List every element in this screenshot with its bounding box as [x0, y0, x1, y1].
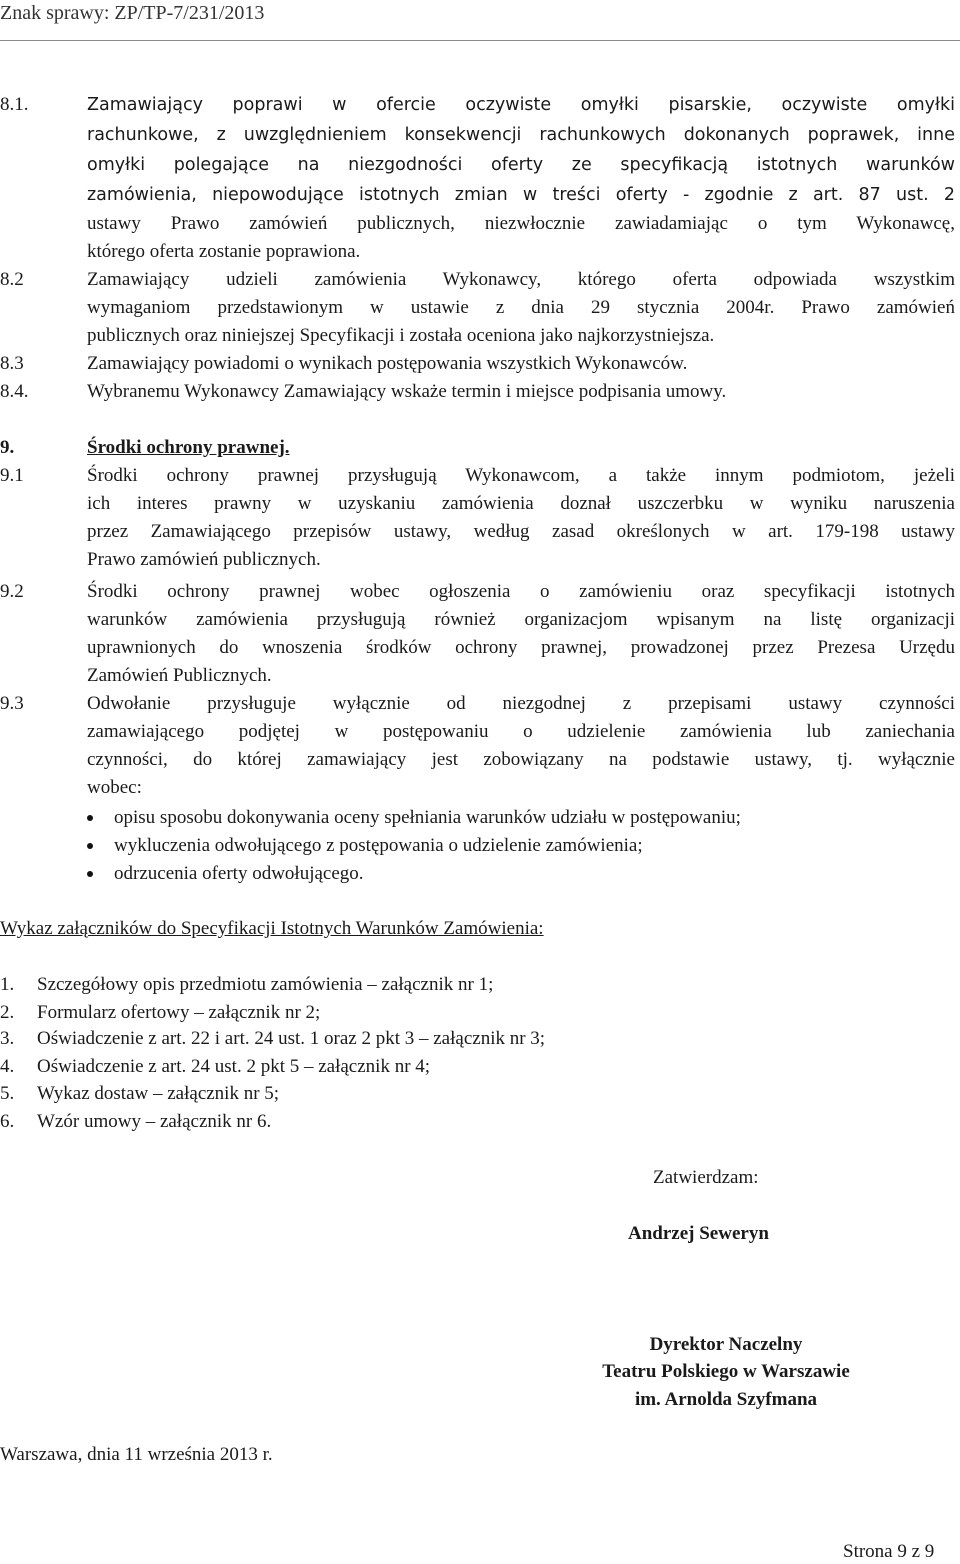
attachment-item: Oświadczenie z art. 24 ust. 2 pkt 5 – załącznik nr 4;	[37, 1056, 431, 1077]
para-9-1-line: Prawo zamówień publicznych.	[87, 549, 321, 570]
approver-title-line: im. Arnolda Szyfmana	[634, 1389, 818, 1410]
attachment-number: 2.	[0, 1002, 15, 1023]
para-8-3-text: Zamawiający powiadomi o wynikach postępowania wszystkich Wykonawców.	[87, 353, 688, 374]
attachment-item: Wzór umowy – załącznik nr 6.	[37, 1111, 272, 1132]
bullet-icon	[87, 815, 93, 821]
para-8-1-line: zamówienia, niepowodujące istotnych zmian w treści oferty - zgodnie z art. 87 ust. 2	[87, 185, 955, 205]
approver-name: Andrzej Seweryn	[628, 1223, 769, 1244]
para-8-2-line: wymaganiom przedstawionym w ustawie z dnia 29 stycznia 2004r. Prawo zamówień	[87, 297, 955, 318]
para-9-2-number: 9.2	[0, 581, 24, 602]
para-9-2-line: Środki ochrony prawnej wobec ogłoszenia o zamówieniu oraz specyfikacji istotnych	[87, 581, 955, 602]
attachment-item: Oświadczenie z art. 22 i art. 24 ust. 1 oraz 2 pkt 3 – załącznik nr 3;	[37, 1028, 546, 1049]
bullet-icon	[87, 871, 93, 877]
attachment-number: 6.	[0, 1111, 15, 1132]
para-8-2-line: Zamawiający udzieli zamówienia Wykonawcy, którego oferta odpowiada wszystkim	[87, 269, 955, 290]
attachments-title: Wykaz załączników do Specyfikacji Istotnych Warunków Zamówienia:	[0, 918, 544, 939]
para-9-3-line: czynności, do której zamawiający jest zobowiązany na podstawie ustawy, tj. wyłącznie	[87, 749, 955, 770]
para-8-4-number: 8.4.	[0, 381, 29, 402]
document-date: Warszawa, dnia 11 września 2013 r.	[0, 1444, 273, 1465]
para-8-1-line: omyłki polegające na niezgodności oferty ze specyfikacją istotnych warunków	[87, 155, 955, 175]
attachment-item: Formularz ofertowy – załącznik nr 2;	[37, 1002, 321, 1023]
attachment-number: 5.	[0, 1083, 15, 1104]
para-9-2-line: Zamówień Publicznych.	[87, 665, 272, 686]
para-8-3-number: 8.3	[0, 353, 24, 374]
section-9-title: Środki ochrony prawnej.	[87, 437, 290, 458]
page-header	[0, 0, 960, 41]
attachment-number: 3.	[0, 1028, 15, 1049]
para-8-4-text: Wybranemu Wykonawcy Zamawiający wskaże termin i miejsce podpisania umowy.	[87, 381, 727, 402]
para-9-3-number: 9.3	[0, 693, 24, 714]
para-9-3-line: wobec:	[87, 777, 142, 798]
bullet-item: wykluczenia odwołującego z postępowania o udzielenie zamówienia;	[114, 835, 643, 856]
para-8-1-number: 8.1.	[0, 94, 29, 115]
para-9-1-line: Środki ochrony prawnej przysługują Wykonawcom, a także innym podmiotom, jeżeli	[87, 465, 955, 486]
case-number: Znak sprawy: ZP/TP-7/231/2013	[0, 2, 265, 24]
para-8-1-line: ustawy Prawo zamówień publicznych, niezwłocznie zawiadamiając o tym Wykonawcę,	[87, 213, 955, 234]
page-number: Strona 9 z 9	[843, 1541, 935, 1562]
para-8-1-line: Zamawiający poprawi w ofercie oczywiste omyłki pisarskie, oczywiste omyłki	[87, 95, 955, 115]
approver-title-line: Teatru Polskiego w Warszawie	[602, 1361, 850, 1382]
bullet-item: opisu sposobu dokonywania oceny spełniania warunków udziału w postępowaniu;	[114, 807, 741, 828]
bullet-item: odrzucenia oferty odwołującego.	[114, 863, 364, 884]
para-9-2-line: warunków zamówienia przysługują również organizacjom wpisanym na listę organizacji	[87, 609, 955, 630]
para-8-2-number: 8.2	[0, 269, 24, 290]
attachment-item: Wykaz dostaw – załącznik nr 5;	[37, 1083, 280, 1104]
para-8-1-line: rachunkowe, z uwzględnieniem konsekwencji rachunkowych dokonanych poprawek, inne	[87, 125, 955, 145]
approver-title-line: Dyrektor Naczelny	[649, 1334, 803, 1355]
attachment-item: Szczegółowy opis przedmiotu zamówienia – załącznik nr 1;	[37, 974, 494, 995]
para-9-1-number: 9.1	[0, 465, 24, 486]
para-9-1-line: przez Zamawiającego przepisów ustawy, według zasad określonych w art. 179-198 ustawy	[87, 521, 955, 542]
para-8-1-line: którego oferta zostanie poprawiona.	[87, 241, 361, 262]
attachment-number: 4.	[0, 1056, 15, 1077]
approval-label: Zatwierdzam:	[653, 1167, 759, 1188]
para-9-3-line: Odwołanie przysługuje wyłącznie od niezgodnej z przepisami ustawy czynności	[87, 693, 955, 714]
bullet-icon	[87, 843, 93, 849]
section-9-number: 9.	[0, 437, 15, 458]
para-8-2-line: publicznych oraz niniejszej Specyfikacji i została oceniona jako najkorzystniejsza.	[87, 325, 715, 346]
para-9-3-line: zamawiającego podjętej w postępowaniu o udzielenie zamówienia lub zaniechania	[87, 721, 955, 742]
attachment-number: 1.	[0, 974, 15, 995]
para-9-2-line: uprawnionych do wnoszenia środków ochrony prawnej, prowadzonej przez Prezesa Urzędu	[87, 637, 955, 658]
para-9-1-line: ich interes prawny w uzyskaniu zamówienia doznał uszczerbku w wyniku naruszenia	[87, 493, 955, 514]
